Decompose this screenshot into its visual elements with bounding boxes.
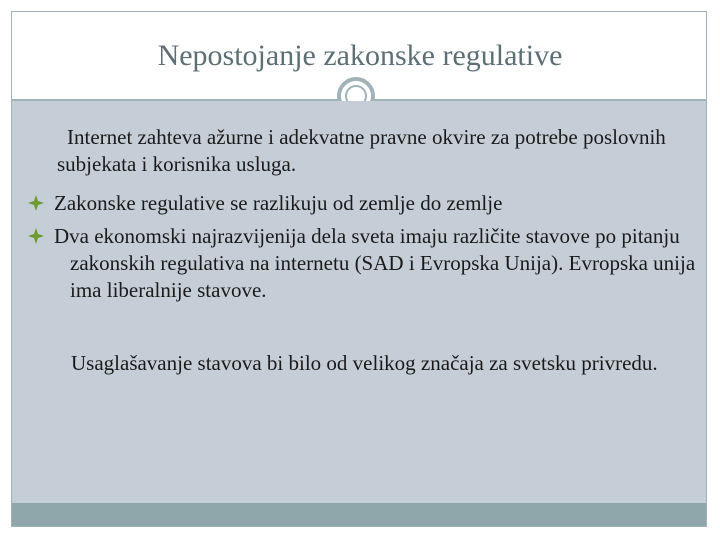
diamond-bullet-icon — [28, 228, 44, 244]
intro-paragraph: Internet zahteva ažurne i adekvatne pravne okvire za potrebe poslovnih subjekata i korisnika usluga. — [57, 125, 666, 176]
diamond-bullet-icon — [28, 195, 44, 211]
bullet-item-2 — [28, 223, 698, 304]
closing-paragraph: Usaglašavanje stavova bi bilo od velikog značaja za svetsku privredu. — [71, 351, 658, 375]
content-area — [12, 101, 706, 503]
bullet-item-1 — [28, 190, 698, 217]
slide-title: Nepostojanje zakonske regulative — [157, 39, 563, 72]
footer-bar — [12, 503, 706, 526]
bullet-text-2: Dva ekonomski najrazvijenija dela sveta imaju različite stavove po pitanju zakonskih regulativa na internetu (SAD i Evropska Unija). Evropska unija ima liberalnije stavove. — [54, 224, 696, 302]
bullet-text-1: Zakonske regulative se razlikuju od zemlje do zemlje — [54, 191, 503, 215]
